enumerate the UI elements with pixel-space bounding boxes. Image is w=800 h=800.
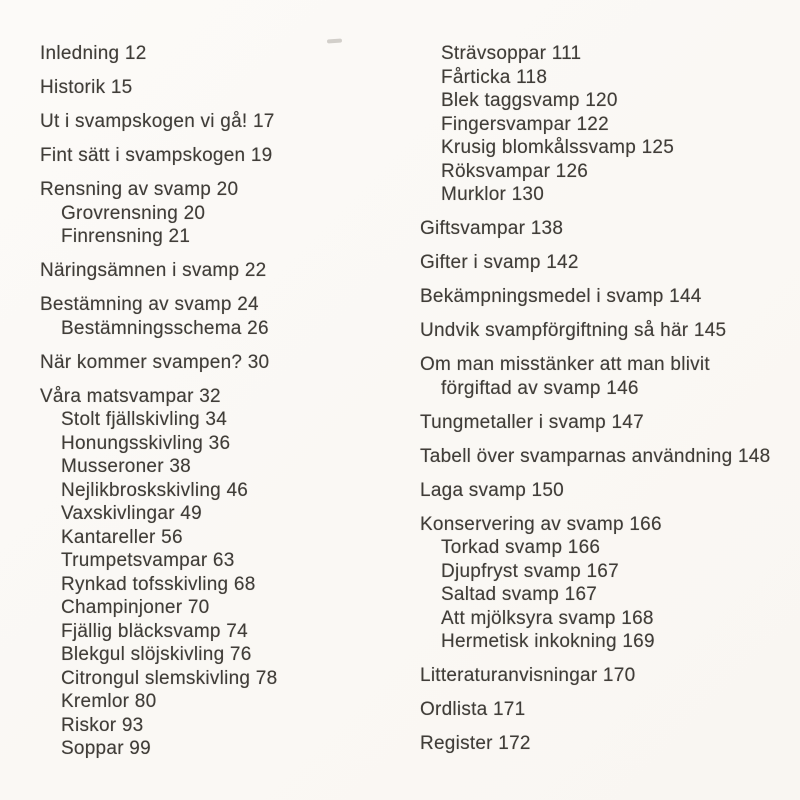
toc-entry: Gifter i svamp 142	[420, 252, 579, 273]
toc-group	[420, 732, 792, 756]
toc-group	[420, 445, 792, 469]
toc-entry: Riskor 93	[61, 714, 144, 736]
toc-entry: Register 172	[420, 733, 531, 754]
toc-entry: Litteraturanvisningar 170	[420, 665, 636, 686]
toc-entry: Stolt fjällskivling 34	[61, 409, 228, 430]
toc-entry: Röksvampar 126	[441, 160, 589, 182]
toc-entry: Bestämning av svamp 24	[40, 294, 259, 315]
toc-entry: Bekämpningsmedel i svamp 144	[420, 286, 702, 307]
toc-entry: Historik 15	[40, 77, 133, 98]
toc-group	[40, 293, 405, 340]
toc-group	[420, 285, 792, 309]
toc-entry: Vaxskivlingar 49	[61, 503, 202, 524]
toc-entry: Blek taggsvamp 120	[441, 90, 618, 111]
toc-right-column	[420, 42, 792, 756]
toc-group	[420, 319, 792, 343]
toc-entry: Om man misstänker att man blivit	[420, 354, 710, 375]
toc-group	[40, 144, 405, 168]
toc-group	[420, 479, 792, 503]
toc-group	[420, 411, 792, 435]
toc-entry: Giftsvampar 138	[420, 218, 564, 239]
toc-entry: Soppar 99	[61, 738, 151, 759]
toc-entry: Ordlista 171	[420, 699, 526, 720]
toc-group	[420, 42, 792, 207]
toc-group	[40, 259, 405, 283]
toc-entry: Laga svamp 150	[420, 479, 564, 501]
toc-group	[40, 351, 405, 375]
toc-entry: Torkad svamp 166	[441, 537, 601, 558]
toc-entry: Saltad svamp 167	[441, 584, 598, 605]
toc-entry: Citrongul slemskivling 78	[61, 667, 278, 689]
toc-entry: Strävsoppar 111	[441, 43, 582, 64]
toc-entry: Fint sätt i svampskogen 19	[40, 145, 273, 166]
toc-entry: Att mjölksyra svamp 168	[441, 607, 654, 629]
toc-entry: Nejlikbroskskivling 46	[61, 479, 249, 501]
toc-entry: Fårticka 118	[441, 66, 548, 88]
toc-left-column	[40, 42, 405, 761]
toc-entry: Fingersvampar 122	[441, 113, 609, 135]
toc-entry: Tungmetaller i svamp 147	[420, 411, 644, 433]
toc-group	[40, 385, 405, 761]
toc-entry: Finrensning 21	[61, 226, 191, 247]
toc-entry: Krusig blomkålssvamp 125	[441, 137, 675, 158]
toc-entry: Bestämningsschema 26	[61, 317, 269, 339]
toc-group	[40, 110, 405, 134]
toc-entry: Fjällig bläcksvamp 74	[61, 620, 248, 642]
toc-entry: När kommer svampen? 30	[40, 351, 270, 373]
toc-group	[40, 76, 405, 100]
toc-entry: Konservering av svamp 166	[420, 513, 662, 535]
toc-entry: Musseroner 38	[61, 456, 191, 477]
toc-group	[420, 217, 792, 241]
toc-entry: Honungsskivling 36	[61, 432, 231, 454]
toc-entry: Champinjoner 70	[61, 597, 210, 618]
toc-group	[40, 178, 405, 249]
toc-entry: Näringsämnen i svamp 22	[40, 260, 267, 281]
toc-entry: Undvik svampförgiftning så här 145	[420, 320, 727, 341]
toc-entry: Tabell över svamparnas användning 148	[420, 445, 771, 467]
toc-entry: Våra matsvampar 32	[40, 385, 221, 407]
toc-entry: Murklor 130	[441, 184, 545, 205]
toc-entry: Grovrensning 20	[61, 202, 206, 224]
toc-entry: Kantareller 56	[61, 526, 183, 548]
toc-group	[420, 251, 792, 275]
toc-entry: förgiftad av svamp 146	[441, 377, 639, 399]
toc-entry: Blekgul slöjskivling 76	[61, 644, 252, 665]
toc-group	[40, 42, 405, 66]
toc-group	[420, 698, 792, 722]
toc-entry: Kremlor 80	[61, 691, 157, 712]
toc-entry: Ut i svampskogen vi gå! 17	[40, 111, 275, 132]
toc-entry: Rynkad tofsskivling 68	[61, 573, 256, 595]
toc-entry: Inledning 12	[40, 43, 147, 64]
toc-entry: Rensning av svamp 20	[40, 179, 239, 200]
toc-group	[420, 513, 792, 654]
toc-group	[420, 353, 792, 400]
toc-entry: Hermetisk inkokning 169	[441, 631, 655, 652]
toc-entry: Djupfryst svamp 167	[441, 560, 619, 582]
toc-group	[420, 664, 792, 688]
toc-entry: Trumpetsvampar 63	[61, 550, 235, 571]
